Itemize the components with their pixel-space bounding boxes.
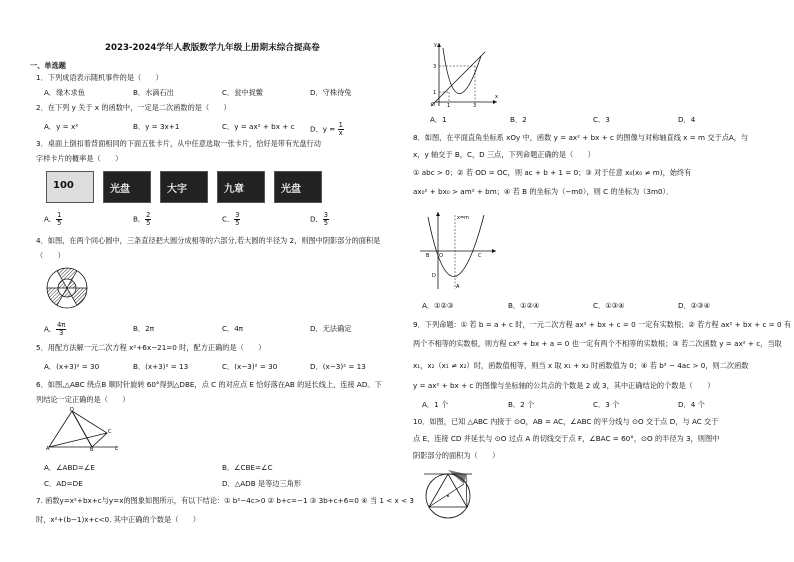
q3-card-4: 九章 — [217, 171, 265, 203]
q1-stem: 1．下列成语表示随机事件的是（ ） — [36, 73, 163, 82]
q6-option-c[interactable]: C．AD=DE — [44, 479, 83, 488]
svg-text:C: C — [108, 429, 112, 435]
q9-line1: 9．下列命题：① 若 b = a + c 时，一元二次方程 ax² + bx + c = 0 一定有实数根；② 若方程 ax² + bx + c = 0 有 — [413, 320, 792, 329]
q8-stem-line3: ① abc > 0；② 若 OD = OC，则 ac + b + 1 = 0；③ 对于任意 x₀(x₀ ≠ m)，始终有 — [413, 168, 692, 177]
svg-text:C: C — [478, 253, 482, 259]
q3-card-1: 100 — [46, 171, 94, 203]
q5-option-c[interactable]: C．(x−3)² = 30 — [222, 362, 278, 371]
q1-option-c[interactable]: C．瓮中捉鳖 — [222, 88, 263, 97]
svg-text:B: B — [90, 447, 94, 451]
q7-stem-line1: 7. 函数y=x²+bx+c与y=x的图象如图所示，有以下结论：① b²−4c>0 ② b+c=−1 ③ 3b+c+6=0 ④ 当 1 < x < 3 — [36, 496, 414, 505]
section-heading: 一、单选题 — [30, 61, 66, 70]
svg-text:3: 3 — [473, 103, 477, 108]
q10-circle-triangle-figure — [420, 466, 476, 522]
q10-line1: 10．如图，已知 △ABC 内接于 ⊙O，AB = AC，∠ABC 的平分线与 ⊙O 交于点 D，与 AC 交于 — [413, 417, 719, 426]
q9-line3: x₁，x₂（x₁ ≠ x₂）时，函数值相等，则当 x 取 x₁ + x₂ 时函数值为 0；④ 若 b² − 4ac > 0，则二次函数 — [413, 361, 749, 370]
q4-option-b[interactable]: B．2π — [133, 324, 155, 333]
q4-option-c[interactable]: C．4π — [222, 324, 244, 333]
svg-text:O: O — [439, 253, 443, 259]
q6-option-d[interactable]: D．△ADB 是等边三角形 — [222, 479, 302, 488]
q3-stem-line1: 3．桌面上倒扣着背面相同的下面五张卡片，从中任意选取一张卡片，恰好是带有光盘行动 — [36, 139, 321, 148]
q3-card-3: 大字 — [160, 171, 208, 203]
q5-stem: 5．用配方法解一元二次方程 x²+6x−21=0 时，配方正确的是（ ） — [36, 343, 266, 352]
q9-line2: 两个不相等的实数根，则方程 cx² + bx + a = 0 也一定有两个不相等的实数根；③ 若二次函数 y = ax² + c，当取 — [413, 339, 782, 348]
q3-card-2: 光盘 — [103, 171, 151, 203]
svg-text:E: E — [115, 446, 119, 451]
page-title: 2023-2024学年人教版数学九年级上册期末综合提高卷 — [105, 43, 320, 53]
q8-option-a[interactable]: A．①②③ — [422, 301, 454, 310]
q2-option-a[interactable]: A．y = x² — [44, 122, 79, 131]
q7-option-a[interactable]: A．1 — [430, 115, 447, 124]
svg-text:x: x — [495, 94, 498, 100]
q9-option-b[interactable]: B．2 个 — [508, 400, 535, 409]
q1-option-a[interactable]: A．缘木求鱼 — [44, 88, 85, 97]
q9-option-d[interactable]: D．4 个 — [678, 400, 705, 409]
svg-text:D: D — [70, 407, 74, 413]
q3-option-a[interactable]: A． $\frac{1}{5}$ — [44, 211, 62, 227]
q3-card-5: 光盘 — [274, 171, 322, 203]
q10-line2: 点 E，连接 CD 并延长与 ⊙O 过点 A 的切线交于点 F，∠BAC = 60°，⊙O 的半径为 3，则图中 — [413, 434, 720, 443]
q6-option-a[interactable]: A．∠ABD=∠E — [44, 463, 95, 472]
q8-option-d[interactable]: D．②③④ — [678, 301, 711, 310]
q3-card-row — [46, 171, 322, 203]
q7-stem-line2: 时，x²+(b−1)x+c<0. 其中正确的个数是（ ） — [36, 515, 200, 524]
q1-option-b[interactable]: B．水滴石出 — [133, 88, 174, 97]
svg-text:3: 3 — [433, 64, 437, 70]
q7-option-c[interactable]: C．3 — [593, 115, 610, 124]
q8-option-c[interactable]: C．①③④ — [593, 301, 625, 310]
q9-option-c[interactable]: C．3 个 — [593, 400, 620, 409]
svg-text:D: D — [432, 273, 436, 279]
q4-option-d[interactable]: D．无法确定 — [310, 324, 352, 333]
q6-rotation-triangle-figure — [45, 407, 121, 451]
q9-option-a[interactable]: A．1 个 — [422, 400, 449, 409]
q2-option-b[interactable]: B．y = 3x+1 — [133, 122, 180, 131]
q8-option-b[interactable]: B．①②④ — [508, 301, 540, 310]
svg-text:A: A — [46, 446, 50, 451]
q8-stem-line4: ax₀² + bx₀ > am² + bm；④ 若 B 的坐标为（−m0），则 C 的坐标为（3m0）． — [413, 187, 674, 196]
q7-option-d[interactable]: D．4 — [678, 115, 696, 124]
q6-stem-line1: 6．如图,△ABC 绕点B 顺时针旋转 60°得到△DBE，点 C 的对应点 E 恰好落在AB 的延长线上，连接 AD。下 — [36, 380, 382, 389]
q6-stem-line2: 列结论一定正确的是（ ） — [36, 395, 130, 404]
q2-option-c[interactable]: C．y = ax² + bx + c — [222, 122, 295, 131]
q10-line3: 阴影部分的面积为（ ） — [413, 451, 500, 460]
q3-option-d[interactable]: D． $\frac{3}{5}$ — [310, 211, 328, 227]
q4-stem-line1: 4．如图，在两个同心圆中，三条直径把大圆分成相等的六部分,若大圆的半径为 2，则图中阴影部分的面积是 — [36, 236, 381, 245]
q3-option-c[interactable]: C． $\frac{3}{5}$ — [222, 211, 240, 227]
q8-stem-line2: x，y 轴交于 B，C，D 三点，下列命题正确的是（ ） — [413, 150, 595, 159]
q8-stem-line1: 8．如图，在平面直角坐标系 xOy 中，函数 y = ax² + bx + c 的图像与对称轴直线 x = m 交于点A，与 — [413, 133, 749, 142]
q4-concentric-circles-figure — [45, 266, 89, 310]
q9-line4: y = ax² + bx + c 的图像与坐标轴的公共点的个数是 2 或 3，其中正确结论的个数是（ ） — [413, 381, 715, 390]
q2-option-d[interactable]: D．y = $\frac{1}{x}$ — [310, 121, 343, 137]
q5-option-d[interactable]: D．(x−3)² = 13 — [310, 362, 366, 371]
q1-option-d[interactable]: D．守株待兔 — [310, 88, 352, 97]
q3-stem-line2: 字样卡片的概率是（ ） — [36, 154, 123, 163]
svg-text:y: y — [434, 42, 437, 48]
svg-text:A: A — [456, 284, 460, 290]
q8-parabola-figure — [418, 209, 500, 291]
svg-text:1: 1 — [433, 90, 437, 96]
q7-option-b[interactable]: B．2 — [510, 115, 527, 124]
q5-option-b[interactable]: B．(x+3)² = 13 — [133, 362, 189, 371]
svg-text:B: B — [426, 253, 430, 259]
q4-stem-line2: （ ） — [36, 251, 65, 260]
q4-option-a[interactable]: A． $\frac{4\pi}{3}$ — [44, 321, 66, 337]
svg-text:O: O — [431, 102, 435, 108]
q3-option-b[interactable]: B． $\frac{2}{5}$ — [133, 211, 151, 227]
q7-parabola-line-figure — [425, 40, 501, 108]
q5-option-a[interactable]: A．(x+3)² = 30 — [44, 362, 100, 371]
svg-text:x=m: x=m — [457, 215, 470, 221]
q2-stem: 2．在下列 y 关于 x 的函数中，一定是二次函数的是（ ） — [36, 103, 231, 112]
q6-option-b[interactable]: B．∠CBE=∠C — [222, 463, 273, 472]
svg-text:1: 1 — [447, 103, 451, 108]
